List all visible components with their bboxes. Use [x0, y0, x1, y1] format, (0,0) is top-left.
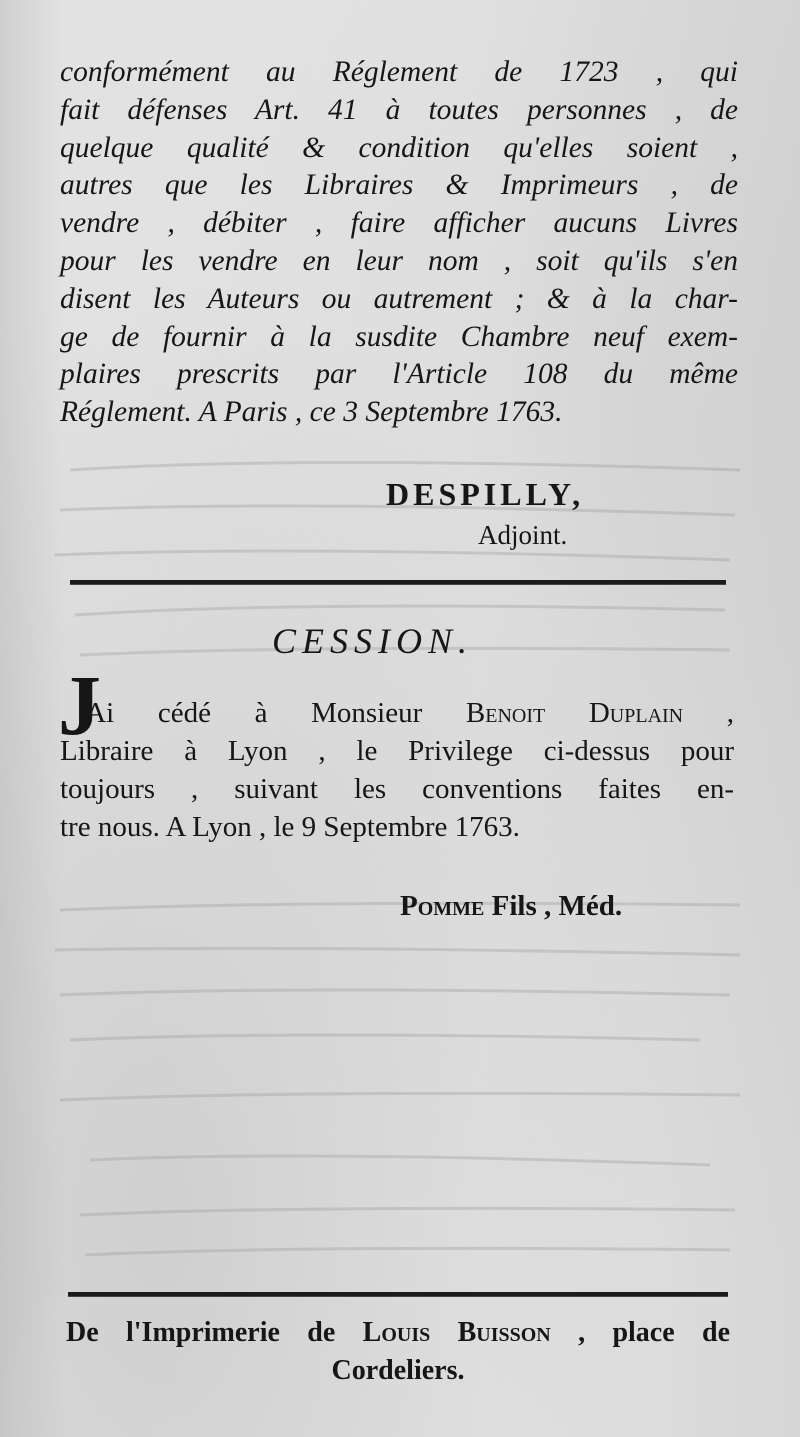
- drop-cap: J: [58, 657, 101, 753]
- text-fragment: 'Ai cédé à Monsieur: [80, 697, 466, 729]
- text-line: autres que les Libraires & Imprimeurs , de: [60, 169, 738, 202]
- text-line: ge de fournir à la susdite Chambre neuf exem-: [60, 320, 738, 353]
- text-line: toujours , suivant les conventions faites en-: [60, 773, 734, 805]
- colophon-line: Cordeliers.: [331, 1355, 465, 1386]
- text-line: tre nous. A Lyon , le 9 Septembre 1763.: [60, 811, 520, 843]
- text-line: conformément au Réglement de 1723 , qui: [60, 56, 738, 88]
- text-line: [60, 694, 734, 732]
- divider-rule: [70, 580, 726, 585]
- printer-colophon: [66, 1314, 730, 1390]
- signature-name: DESPILLY,: [386, 476, 585, 512]
- text-fragment: , place de: [550, 1317, 731, 1348]
- signature-surname: Pomme: [400, 890, 485, 922]
- privilege-text: [60, 54, 738, 432]
- text-fragment: ,: [683, 697, 735, 729]
- cession-text: [60, 694, 734, 846]
- text-fragment: De l'Imprimerie de: [66, 1317, 363, 1348]
- text-line: pour les vendre en leur nom , soit qu'ils s'en: [60, 244, 738, 277]
- divider-rule: [68, 1292, 728, 1297]
- signature-title: Adjoint.: [478, 520, 568, 550]
- text-line: disent les Auteurs ou autrement ; & à la char-: [60, 282, 738, 315]
- text-line: vendre , débiter , faire afficher aucuns Livres: [60, 207, 738, 240]
- printer-name: Louis Buisson: [362, 1317, 551, 1348]
- text-line: Libraire à Lyon , le Privilege ci-dessus pour: [60, 735, 734, 767]
- text-line: plaires prescrits par l'Article 108 du même: [60, 358, 738, 391]
- text-line: Réglement. A Paris , ce 3 Septembre 1763.: [60, 396, 563, 429]
- text-line: fait défenses Art. 41 à toutes personnes , de: [60, 93, 738, 126]
- signature-rest: Fils , Méd.: [484, 890, 623, 922]
- cession-signature: [400, 890, 622, 923]
- colophon-line: [66, 1314, 730, 1352]
- person-name: Benoit Duplain: [465, 697, 684, 729]
- section-heading: CESSION.: [272, 621, 473, 661]
- text-line: quelque qualité & condition qu'elles soient ,: [60, 131, 738, 164]
